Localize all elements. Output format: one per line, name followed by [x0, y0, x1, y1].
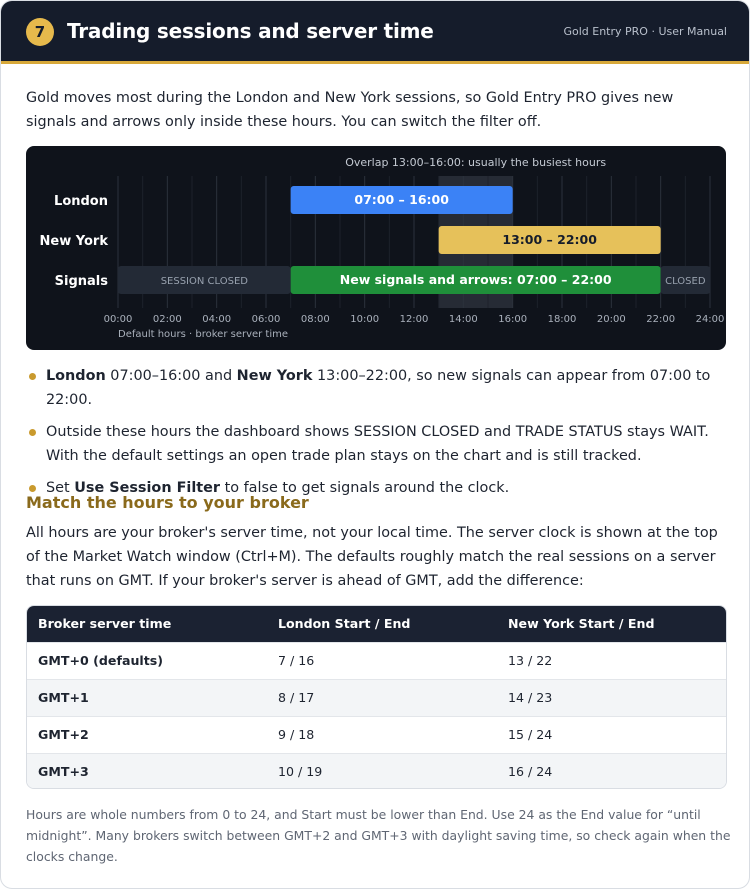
table-cell: 13 / 22	[508, 653, 553, 668]
table-header-cell: New York Start / End	[508, 616, 655, 632]
table-cell: 10 / 19	[278, 764, 323, 780]
table-cell: GMT+1	[38, 690, 89, 705]
x-tick-label: 00:00	[103, 314, 133, 325]
session-timeline-svg	[26, 146, 726, 350]
x-tick-label: 14:00	[448, 314, 478, 325]
row-label: Signals	[54, 274, 108, 289]
bullet-text: 07:00–16:00 and	[105, 368, 237, 384]
bar-label: 13:00 – 22:00	[502, 232, 597, 247]
bullet-text: 13:00–22:00, so new signals can appear from 07:00 to 22:00.	[46, 368, 711, 408]
table-cell: 15 / 24	[508, 727, 553, 742]
section-header	[1, 1, 750, 64]
session-bullets	[26, 364, 731, 508]
bullet-dot-icon	[29, 429, 36, 436]
row-label: New York	[39, 234, 108, 249]
row-label: London	[54, 194, 108, 209]
x-tick-label: 02:00	[152, 314, 182, 325]
bar-label: New signals and arrows: 07:00 – 22:00	[339, 272, 612, 287]
footnote: Hours are whole numbers from 0 to 24, and Start must be lower than End. Use 24 as the End value for “until midnight”. Many brokers switch between GMT+2 and GMT+3 with daylight saving time, so check again when the clocks change.	[26, 807, 731, 864]
section-title: Trading sessions and server time	[67, 19, 434, 43]
x-tick-label: 18:00	[547, 314, 577, 325]
bold-term: New York	[236, 368, 313, 384]
bullet-dot-icon	[29, 373, 36, 380]
table-cell: GMT+3	[38, 764, 89, 780]
x-tick-label: 16:00	[498, 314, 528, 325]
broker-hours-heading: Match the hours to your broker	[26, 493, 309, 512]
bullet-text: to false to get signals around the clock.	[220, 480, 510, 496]
overlap-title: Overlap 13:00–16:00: usually the busiest hours	[345, 156, 607, 169]
intro-paragraph: Gold moves most during the London and New York sessions, so Gold Entry PRO gives new signals and arrows only inside these hours. You can switch the filter off.	[26, 90, 674, 130]
list-item	[26, 420, 731, 468]
x-tick-label: 24:00	[695, 314, 725, 325]
list-item	[26, 364, 731, 412]
bullet-text: Set	[46, 480, 75, 496]
table-cell: 9 / 18	[278, 727, 315, 742]
table-header-cell: Broker server time	[38, 616, 172, 632]
bullet-text: Outside these hours the dashboard shows SESSION CLOSED and TRADE STATUS stays WAIT. With the default settings an open trade plan stays on the chart and is still tracked.	[46, 424, 709, 464]
table-row	[27, 679, 726, 716]
table-header-row	[27, 606, 726, 642]
section-number-badge: 7	[26, 18, 54, 46]
table-header-cell: London Start / End	[278, 616, 411, 632]
x-tick-label: 08:00	[300, 314, 330, 325]
x-tick-label: 06:00	[251, 314, 281, 325]
table-row	[27, 642, 726, 679]
table-row	[27, 716, 726, 753]
x-tick-label: 10:00	[350, 314, 380, 325]
bold-term: London	[46, 368, 106, 384]
table-cell: GMT+2	[38, 727, 89, 742]
session-timeline-chart	[26, 146, 726, 350]
table-cell: 7 / 16	[278, 653, 315, 668]
table-cell: 14 / 23	[508, 690, 553, 705]
chart-caption: Default hours · broker server time	[118, 329, 289, 340]
broker-hours-paragraph: All hours are your broker's server time, not your local time. The server clock is shown at the top of the Market Watch window (Ctrl+M). The defaults roughly match the real sessions on a server that runs on GMT. If your broker's server is ahead of GMT, add the difference:	[26, 525, 718, 589]
bar-label: CLOSED	[665, 276, 706, 287]
table-cell: 8 / 17	[278, 690, 315, 705]
bar-label: SESSION CLOSED	[160, 276, 248, 287]
x-tick-label: 04:00	[202, 314, 232, 325]
x-tick-label: 20:00	[596, 314, 626, 325]
bold-term: Use Session Filter	[74, 480, 221, 496]
table-row	[27, 753, 726, 789]
manual-brand: Gold Entry PRO · User Manual	[563, 25, 727, 38]
x-tick-label: 12:00	[399, 314, 429, 325]
bar-label: 07:00 – 16:00	[354, 192, 449, 207]
bullet-dot-icon	[29, 485, 36, 492]
x-tick-label: 22:00	[646, 314, 676, 325]
table-cell: GMT+0 (defaults)	[38, 653, 164, 668]
table-cell: 16 / 24	[508, 764, 553, 780]
broker-offset-table	[26, 605, 727, 789]
